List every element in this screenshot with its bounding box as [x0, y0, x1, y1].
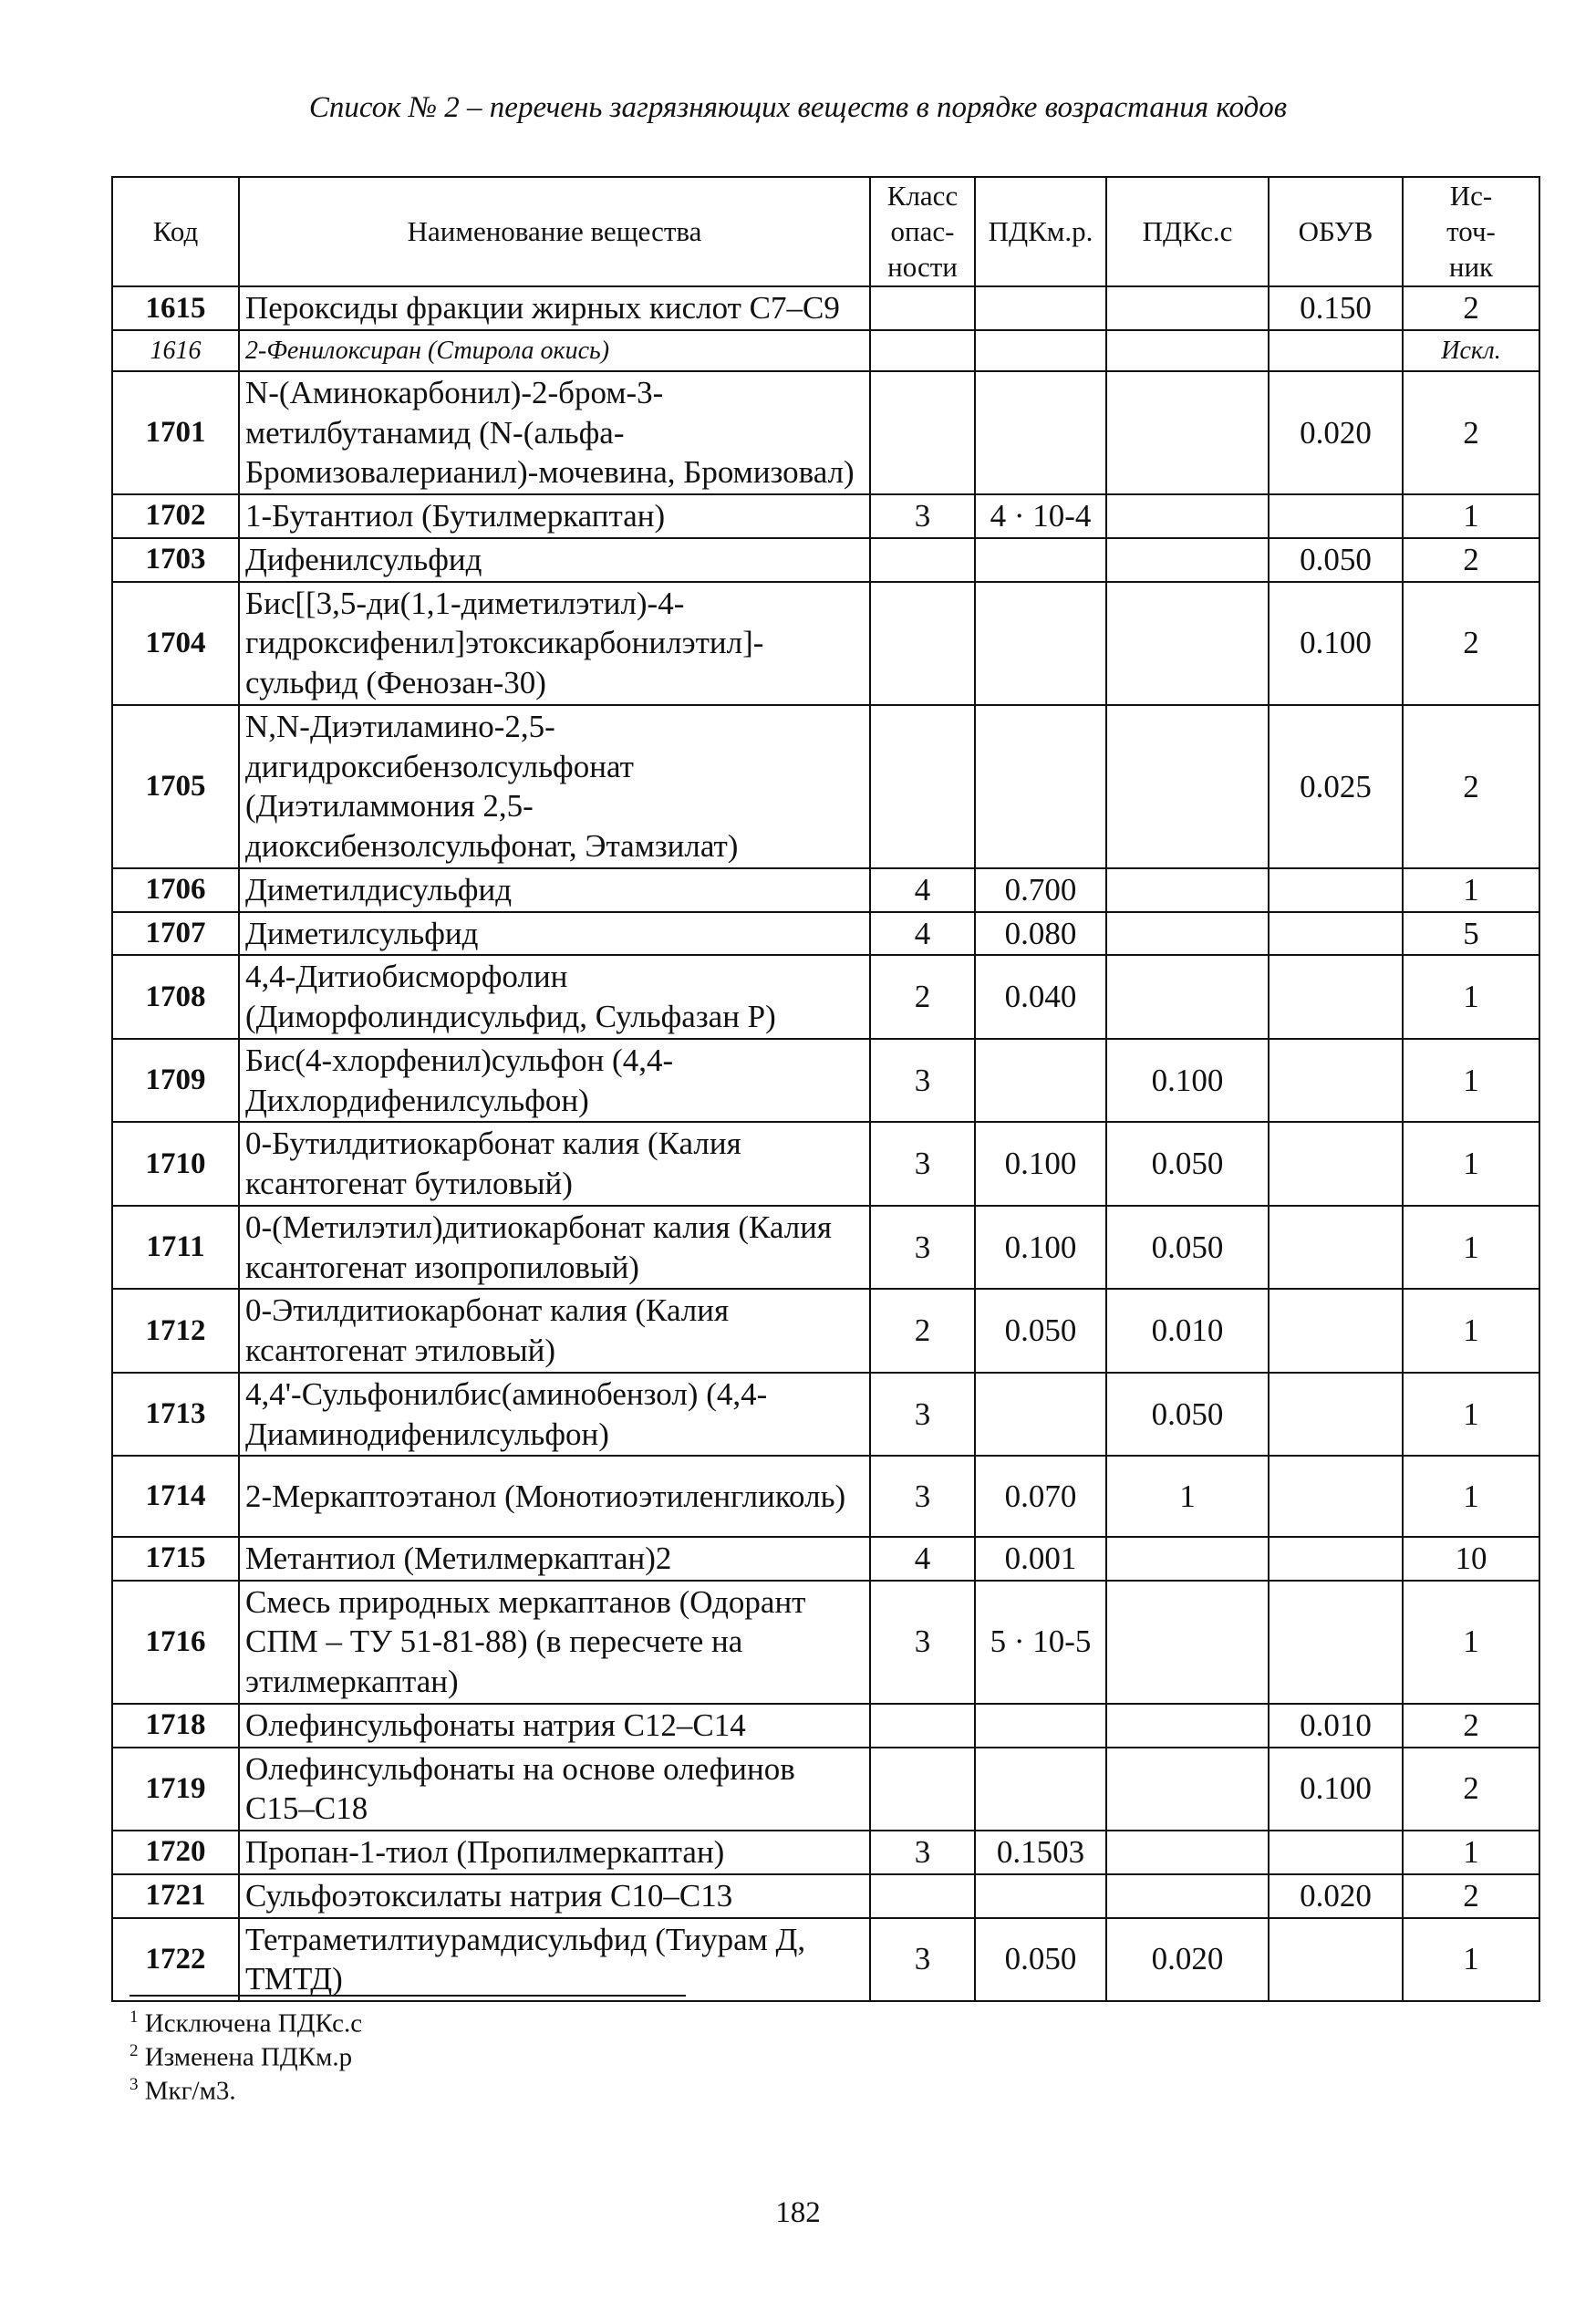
cell-pdk-mr: 0.100	[975, 1206, 1106, 1290]
cell-source: 1	[1403, 1831, 1539, 1874]
cell-code: 1722	[112, 1918, 239, 2002]
cell-pdk-ss	[1106, 582, 1269, 705]
cell-class: 3	[870, 1456, 975, 1536]
header-class	[870, 177, 975, 286]
cell-code: 1706	[112, 868, 239, 912]
table-row	[112, 1373, 1539, 1457]
table-row	[112, 330, 1539, 371]
cell-name: 0-Этилдитиокарбонат калия (Калия ксантогенат этиловый)	[239, 1289, 870, 1373]
table-row	[112, 1831, 1539, 1874]
page-title: Список № 2 – перечень загрязняющих веществ в порядке возрастания кодов	[308, 91, 1288, 124]
cell-source: 1	[1403, 1122, 1539, 1206]
cell-obuv	[1269, 494, 1403, 538]
footnote-divider	[130, 1995, 686, 1997]
cell-name: Пероксиды фракции жирных кислот С7–С9	[239, 286, 870, 330]
header-code: Код	[112, 177, 239, 286]
cell-obuv: 0.150	[1269, 286, 1403, 330]
table-row	[112, 286, 1539, 330]
cell-pdk-ss	[1106, 330, 1269, 371]
cell-class	[870, 538, 975, 582]
cell-class	[870, 371, 975, 494]
table-row	[112, 494, 1539, 538]
cell-class: 2	[870, 1289, 975, 1373]
header-class-line: ности	[887, 250, 958, 283]
cell-pdk-ss	[1106, 538, 1269, 582]
cell-pdk-mr: 4 · 10-4	[975, 494, 1106, 538]
cell-source: 1	[1403, 1373, 1539, 1457]
table-body	[112, 286, 1539, 2001]
cell-obuv: 0.100	[1269, 1748, 1403, 1831]
cell-obuv	[1269, 912, 1403, 956]
cell-name: 2-Фенилоксиран (Стирола окись)	[239, 330, 870, 371]
substances-table	[111, 176, 1540, 2002]
cell-name: Дифенилсульфид	[239, 538, 870, 582]
cell-name: Диметилсульфид	[239, 912, 870, 956]
cell-source: 1	[1403, 1289, 1539, 1373]
footnotes	[130, 2007, 362, 2108]
page-number: 182	[775, 2196, 821, 2229]
cell-pdk-mr: 5 · 10-5	[975, 1581, 1106, 1704]
cell-class	[870, 286, 975, 330]
cell-source: 2	[1403, 582, 1539, 705]
cell-source: 1	[1403, 1039, 1539, 1123]
cell-name: Пропан-1-тиол (Пропилмеркаптан)	[239, 1831, 870, 1874]
cell-obuv: 0.050	[1269, 538, 1403, 582]
cell-pdk-ss: 0.050	[1106, 1206, 1269, 1290]
cell-pdk-mr: 0.040	[975, 955, 1106, 1039]
cell-pdk-ss	[1106, 494, 1269, 538]
cell-pdk-ss	[1106, 1581, 1269, 1704]
cell-name: 4,4'-Сульфонилбис(аминобензол) (4,4-Диаминодифенилсульфон)	[239, 1373, 870, 1457]
cell-source: 2	[1403, 1874, 1539, 1918]
cell-obuv	[1269, 1289, 1403, 1373]
cell-name: N,N-Диэтиламино-2,5-дигидроксибензолсульфонат (Диэтиламмония 2,5-диоксибензолсульфонат, Этамзилат)	[239, 705, 870, 868]
cell-name: Тетраметилтиурамдисульфид (Тиурам Д, ТМТД)	[239, 1918, 870, 2002]
cell-pdk-ss	[1106, 912, 1269, 956]
header-name: Наименование вещества	[239, 177, 870, 286]
cell-source: 1	[1403, 955, 1539, 1039]
cell-pdk-mr: 0.1503	[975, 1831, 1106, 1874]
cell-class	[870, 1748, 975, 1831]
footnote-mark: 2	[130, 2040, 139, 2060]
footnote-text: Мкг/м3.	[144, 2076, 236, 2106]
cell-code: 1721	[112, 1874, 239, 1918]
cell-code: 1711	[112, 1206, 239, 1290]
cell-class: 3	[870, 1581, 975, 1704]
cell-pdk-ss: 1	[1106, 1456, 1269, 1536]
cell-name: 0-Бутилдитиокарбонат калия (Калия ксантогенат бутиловый)	[239, 1122, 870, 1206]
header-class-line: Класс	[886, 180, 959, 212]
cell-pdk-mr: 0.080	[975, 912, 1106, 956]
cell-class: 3	[870, 1831, 975, 1874]
cell-name: Бис(4-хлорфенил)сульфон (4,4-Дихлордифенилсульфон)	[239, 1039, 870, 1123]
cell-pdk-mr	[975, 705, 1106, 868]
header-pdk-ss: ПДКс.с	[1106, 177, 1269, 286]
cell-code: 1704	[112, 582, 239, 705]
cell-name: 0-(Метилэтил)дитиокарбонат калия (Калия ксантогенат изопропиловый)	[239, 1206, 870, 1290]
cell-pdk-mr	[975, 1039, 1106, 1123]
table-row	[112, 582, 1539, 705]
cell-code: 1719	[112, 1748, 239, 1831]
cell-code: 1615	[112, 286, 239, 330]
cell-source: 2	[1403, 371, 1539, 494]
cell-name: Олефинсульфонаты на основе олефинов С15–С18	[239, 1748, 870, 1831]
header-source-line: Ис-	[1449, 180, 1493, 212]
cell-code: 1713	[112, 1373, 239, 1457]
footnote-text: Изменена ПДКм.р	[144, 2042, 353, 2072]
table-header-row	[112, 177, 1539, 286]
cell-obuv	[1269, 330, 1403, 371]
cell-name: 4,4-Дитиобисморфолин (Диморфолиндисульфид, Сульфазан Р)	[239, 955, 870, 1039]
cell-pdk-ss	[1106, 955, 1269, 1039]
cell-pdk-ss	[1106, 1704, 1269, 1748]
cell-source: 10	[1403, 1537, 1539, 1581]
cell-code: 1720	[112, 1831, 239, 1874]
table-row	[112, 868, 1539, 912]
cell-source: 5	[1403, 912, 1539, 956]
cell-code: 1701	[112, 371, 239, 494]
table-row	[112, 705, 1539, 868]
cell-code: 1712	[112, 1289, 239, 1373]
cell-source: 1	[1403, 1918, 1539, 2002]
cell-obuv	[1269, 868, 1403, 912]
cell-obuv: 0.020	[1269, 371, 1403, 494]
cell-pdk-mr: 0.001	[975, 1537, 1106, 1581]
cell-pdk-ss: 0.050	[1106, 1122, 1269, 1206]
cell-obuv	[1269, 1373, 1403, 1457]
cell-pdk-mr	[975, 1373, 1106, 1457]
cell-pdk-mr	[975, 582, 1106, 705]
cell-source: 2	[1403, 538, 1539, 582]
cell-obuv: 0.100	[1269, 582, 1403, 705]
header-source-line: ник	[1448, 250, 1494, 283]
cell-pdk-mr	[975, 286, 1106, 330]
cell-class	[870, 582, 975, 705]
cell-code: 1702	[112, 494, 239, 538]
cell-obuv	[1269, 1831, 1403, 1874]
cell-source: 2	[1403, 1704, 1539, 1748]
cell-class: 3	[870, 1373, 975, 1457]
cell-pdk-mr	[975, 538, 1106, 582]
table-row	[112, 538, 1539, 582]
table-row	[112, 912, 1539, 956]
footnote-mark: 3	[130, 2074, 139, 2094]
table-row	[112, 1748, 1539, 1831]
table-row	[112, 1206, 1539, 1290]
table-row	[112, 1537, 1539, 1581]
footnote	[130, 2007, 362, 2040]
cell-pdk-ss: 0.010	[1106, 1289, 1269, 1373]
cell-pdk-mr	[975, 1748, 1106, 1831]
cell-source: 2	[1403, 286, 1539, 330]
cell-code: 1715	[112, 1537, 239, 1581]
cell-pdk-mr	[975, 371, 1106, 494]
cell-pdk-ss	[1106, 371, 1269, 494]
header-source	[1403, 177, 1539, 286]
cell-obuv: 0.020	[1269, 1874, 1403, 1918]
cell-pdk-ss: 0.100	[1106, 1039, 1269, 1123]
footnote-mark: 1	[130, 2007, 139, 2027]
cell-obuv	[1269, 1537, 1403, 1581]
cell-class: 3	[870, 1122, 975, 1206]
cell-source: 1	[1403, 1456, 1539, 1536]
cell-obuv	[1269, 1918, 1403, 2002]
cell-code: 1707	[112, 912, 239, 956]
table-row	[112, 1456, 1539, 1536]
cell-pdk-ss	[1106, 1748, 1269, 1831]
cell-class: 3	[870, 1039, 975, 1123]
cell-pdk-mr: 0.050	[975, 1289, 1106, 1373]
cell-obuv: 0.010	[1269, 1704, 1403, 1748]
cell-code: 1714	[112, 1456, 239, 1536]
cell-source: 1	[1403, 868, 1539, 912]
cell-pdk-ss	[1106, 705, 1269, 868]
footnote	[130, 2074, 362, 2108]
cell-class	[870, 705, 975, 868]
cell-source: 1	[1403, 1206, 1539, 1290]
cell-pdk-mr: 0.100	[975, 1122, 1106, 1206]
cell-name: Смесь природных меркаптанов (Одорант СПМ – ТУ 51-81-88) (в пересчете на этилмеркаптан)	[239, 1581, 870, 1704]
cell-pdk-ss	[1106, 286, 1269, 330]
cell-pdk-mr	[975, 1874, 1106, 1918]
cell-class: 4	[870, 868, 975, 912]
cell-name: Метантиол (Метилмеркаптан)2	[239, 1537, 870, 1581]
cell-pdk-mr: 0.700	[975, 868, 1106, 912]
cell-code: 1708	[112, 955, 239, 1039]
cell-code: 1710	[112, 1122, 239, 1206]
cell-name: N-(Аминокарбонил)-2-бром-3-метилбутанамид (N-(альфа-Бромизовалерианил)-мочевина, Бромизовал)	[239, 371, 870, 494]
table-row	[112, 371, 1539, 494]
cell-pdk-ss	[1106, 1874, 1269, 1918]
cell-pdk-mr: 0.050	[975, 1918, 1106, 2002]
table-row	[112, 1289, 1539, 1373]
cell-class: 2	[870, 955, 975, 1039]
cell-code: 1705	[112, 705, 239, 868]
cell-name: Олефинсульфонаты натрия С12–С14	[239, 1704, 870, 1748]
cell-pdk-mr: 0.070	[975, 1456, 1106, 1536]
header-obuv: ОБУВ	[1269, 177, 1403, 286]
cell-class	[870, 1874, 975, 1918]
table-row	[112, 1581, 1539, 1704]
cell-class	[870, 1704, 975, 1748]
cell-obuv	[1269, 1456, 1403, 1536]
cell-name: 2-Меркаптоэтанол (Монотиоэтиленгликоль)	[239, 1456, 870, 1536]
header-pdk-mr: ПДКм.р.	[975, 177, 1106, 286]
cell-obuv	[1269, 1206, 1403, 1290]
cell-class: 4	[870, 1537, 975, 1581]
cell-class: 3	[870, 1206, 975, 1290]
footnote-text: Исключена ПДКс.с	[144, 2008, 363, 2038]
header-class-line: опас-	[890, 214, 955, 247]
cell-code: 1616	[112, 330, 239, 371]
cell-code: 1718	[112, 1704, 239, 1748]
cell-pdk-mr	[975, 330, 1106, 371]
cell-pdk-ss	[1106, 1537, 1269, 1581]
cell-name: Диметилдисульфид	[239, 868, 870, 912]
cell-name: Сульфоэтоксилаты натрия С10–С13	[239, 1874, 870, 1918]
cell-obuv	[1269, 1581, 1403, 1704]
cell-pdk-ss: 0.050	[1106, 1373, 1269, 1457]
cell-pdk-mr	[975, 1704, 1106, 1748]
table-row	[112, 1122, 1539, 1206]
cell-source: 2	[1403, 1748, 1539, 1831]
cell-source: Искл.	[1403, 330, 1539, 371]
cell-code: 1709	[112, 1039, 239, 1123]
cell-name: 1-Бутантиол (Бутилмеркаптан)	[239, 494, 870, 538]
header-source-line: точ-	[1446, 214, 1496, 247]
cell-source: 2	[1403, 705, 1539, 868]
table-row	[112, 1918, 1539, 2002]
table-row	[112, 1874, 1539, 1918]
cell-name: Бис[[3,5-ди(1,1-диметилэтил)-4-гидроксифенил]этоксикарбонилэтил]-сульфид (Фенозан-30)	[239, 582, 870, 705]
cell-source: 1	[1403, 494, 1539, 538]
cell-code: 1703	[112, 538, 239, 582]
table-row	[112, 1704, 1539, 1748]
footnote	[130, 2040, 362, 2074]
cell-obuv	[1269, 1039, 1403, 1123]
cell-source: 1	[1403, 1581, 1539, 1704]
cell-obuv	[1269, 1122, 1403, 1206]
table-row	[112, 1039, 1539, 1123]
cell-class: 4	[870, 912, 975, 956]
cell-pdk-ss	[1106, 1831, 1269, 1874]
cell-class: 3	[870, 494, 975, 538]
cell-obuv	[1269, 955, 1403, 1039]
cell-code: 1716	[112, 1581, 239, 1704]
cell-obuv: 0.025	[1269, 705, 1403, 868]
cell-pdk-ss: 0.020	[1106, 1918, 1269, 2002]
cell-pdk-ss	[1106, 868, 1269, 912]
cell-class	[870, 330, 975, 371]
cell-class: 3	[870, 1918, 975, 2002]
table-row	[112, 955, 1539, 1039]
